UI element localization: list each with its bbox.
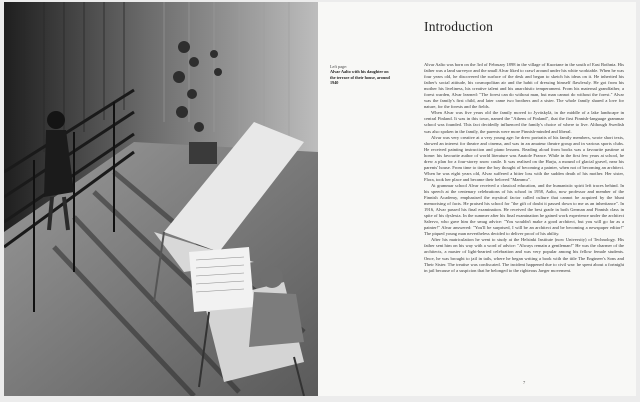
chapter-title: Introduction: [424, 19, 494, 34]
caption-text: Alvar Aalto with his daughter on the terrace of their house, around 1940: [330, 69, 390, 86]
photo-caption: [330, 64, 394, 86]
paragraph: After his matriculation he went to study at the Helsinki Institute (now University) of Technology. His father sent him on his way with a word of advice: "Always remain a gentleman!" He was the charmer of the architects, a master of light-hearted celebration and was very popular among his fellow female students. Once, he was brought to jail in tails, where he began writing a book with the title The Engineer's Sons and Their Sister. The treatise was confiscated. The incident happened due to civil war: he spent about a fortnight in jail because of a suspicion that he belonged to the righteous Jaeger movement.: [424, 237, 624, 273]
left-page: [4, 2, 318, 396]
page-number: 7: [523, 380, 526, 385]
right-page: [318, 2, 636, 396]
caption-heading: Left page:: [330, 64, 348, 69]
paragraph: When Alvar was five years old the family moved to Jyväskylä, in the middle of a lake landscape in central Finland. It was in this town, named the "Athens of Finland", that the first Finnish-language grammar school was founded. This fact decidedly influenced the family's choice of where to live. Although Swedish was also spoken in the family, the parents were more Finnish-minded and liberal.: [424, 110, 624, 134]
terrace-photo: [4, 2, 318, 396]
paragraph: Alvar was very creative at a very young age: he drew portraits of his family members, wrote short texts, showed an interest for theatre and cinema, and was in an amateur theatre group and in various sports clubs. He received painting instruction and piano lessons. Reading aloud from books was a favourite pastime at home: his favourite author of world literature was Anatole France. While in the first few years at school, he drew a plan for a four-storey snow castle. It was realised on the Harju, a mound of glacial gravel, near his parents' house. From time to time the boy thought of becoming a painter, when not of becoming an architect. When he was eight years old, Alvar suffered a bitter loss with the sudden death of his mother. Her sister, Flora, took her place and became their beloved "Mammu".: [424, 134, 624, 182]
paragraph: Alvar Aalto was born on the 3rd of February 1898 in the village of Kuortane in the south of East Bothnia. His father was a land surveyor and the small Alvar liked to crawl around under his white worktable. When he was four years old, he discovered the surface of the desk and began to sketch his ideas on it. He inherited his father's social attitude, his cosmopolitan air and the habit of dressing himself flawlessly. He got from his mother his liveliness, his creative talent and his anarchistic temperament. From his maternal grandfather, a forest warden, Alvar learned: "The forest can do without man, but man cannot do without the forest." Alvar was the family's first child, and later came two brothers and a sister. The whole family shared a love for nature, for the forests and the fields.: [424, 62, 624, 110]
paragraph: At grammar school Alvar received a classical education, and the humanistic spirit left traces behind. In his speech at the centenary celebrations of his school in 1958, Aalto, now professor and member of the Finnish Academy, emphasised the mystical factor called culture that cannot be acquired by the blunt memorising of facts. He praised his school for "the gift of doubt it passed down to me as an inheritance". In 1916, Alvar passed his final examination. He received the best grade in both German and Finnish class in spite of his dyslexia. In the summer after his final examination he gained work experience under the architect Salervo, who gave him the smug advice: "You wouldn't make a good architect, but you will go far as a painter!" Alvar answered: "You'll be surprised, I will be an architect and be becoming a newspaper editor!" The piqued young man nevertheless decided to deliver proof of his ability.: [424, 182, 624, 237]
body-text: [424, 62, 624, 274]
